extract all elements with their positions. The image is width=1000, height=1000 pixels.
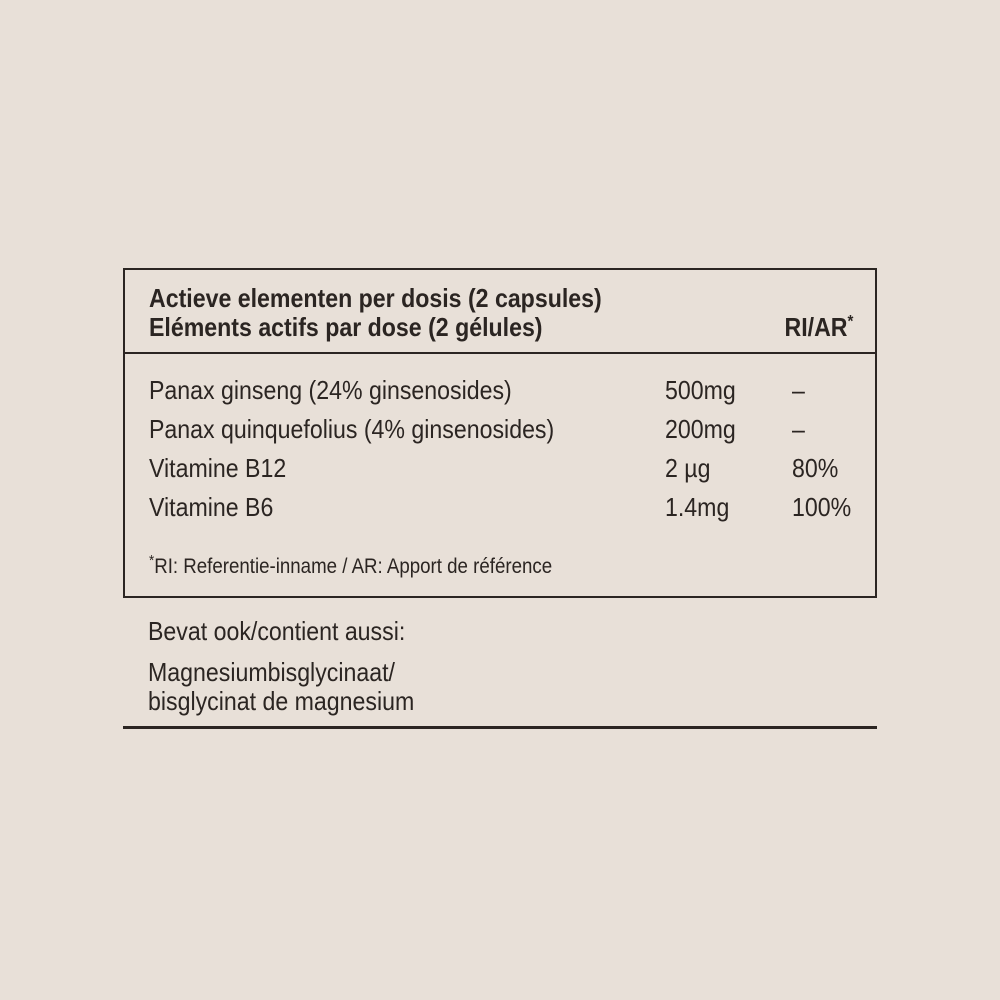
- panel-header: [125, 270, 875, 354]
- table-row: [149, 410, 853, 449]
- ingredient-ri: 80%: [792, 453, 839, 483]
- ri-footnote: *RI: Referentie-inname / AR: Apport de référence: [149, 552, 553, 578]
- table-row: [149, 371, 853, 410]
- ingredient-table: [125, 354, 875, 527]
- table-row: [149, 449, 853, 488]
- panel-title-line1: Actieve elementen per dosis (2 capsules): [149, 283, 602, 313]
- ri-ar-asterisk: *: [847, 311, 853, 331]
- panel-title-line2: Eléments actifs par dose (2 gélules): [149, 312, 543, 342]
- ingredient-amount: 200mg: [665, 414, 736, 444]
- supplement-facts-panel: [123, 268, 877, 598]
- bottom-divider: [123, 726, 877, 729]
- table-row: [149, 488, 853, 527]
- ingredient-ri: –: [792, 414, 805, 444]
- additional-line2: bisglycinat de magnesium: [148, 686, 415, 716]
- ingredient-name: Vitamine B6: [149, 492, 274, 522]
- additional-ingredients: [148, 617, 447, 716]
- ingredient-ri: –: [792, 375, 805, 405]
- additional-line1: Magnesiumbisglycinaat/: [148, 657, 395, 687]
- footnote-asterisk: *: [149, 552, 155, 569]
- ingredient-name: Panax ginseng (24% ginsenosides): [149, 375, 512, 405]
- ingredient-amount: 500mg: [665, 375, 736, 405]
- ingredient-name: Panax quinquefolius (4% ginsenosides): [149, 414, 555, 444]
- panel-title: [149, 284, 658, 342]
- additional-heading: Bevat ook/contient aussi:: [148, 616, 406, 646]
- ingredient-name: Vitamine B12: [149, 453, 287, 483]
- ingredient-ri: 100%: [792, 492, 852, 522]
- ingredient-amount: 2 µg: [665, 453, 711, 483]
- ri-ar-column-header: RI/AR*: [784, 311, 853, 342]
- ingredient-amount: 1.4mg: [665, 492, 730, 522]
